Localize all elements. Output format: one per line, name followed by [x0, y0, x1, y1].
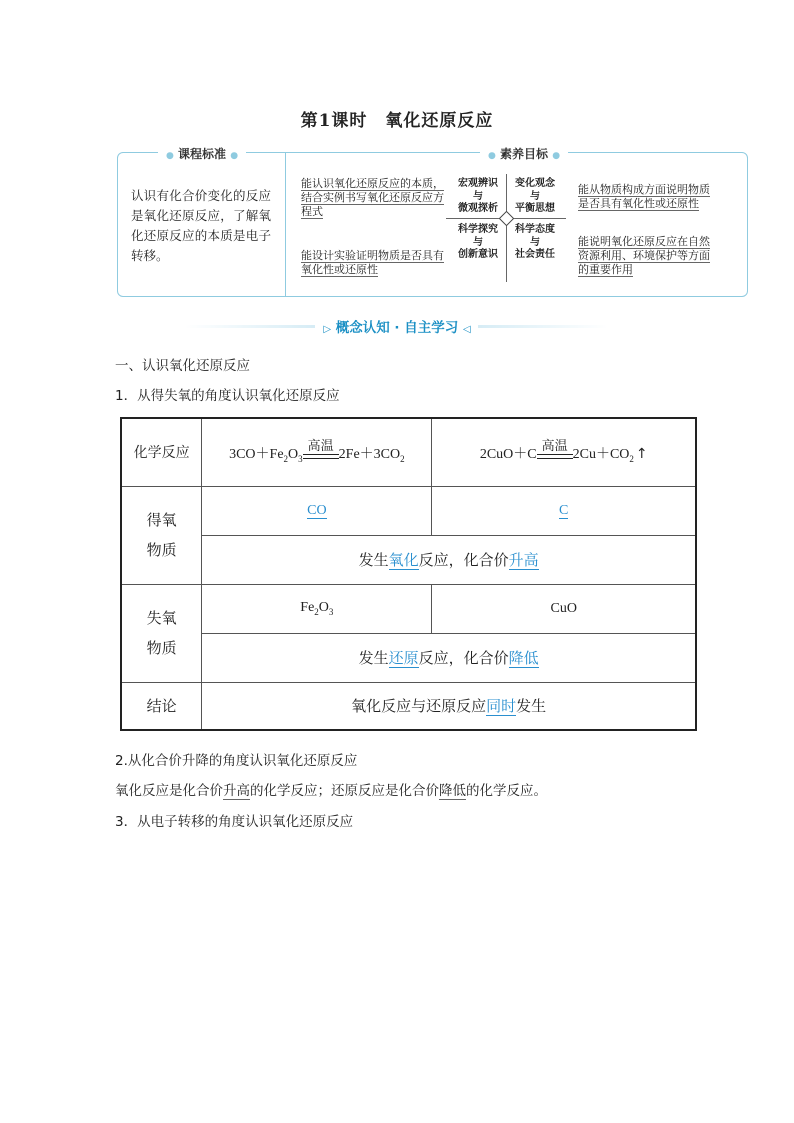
gain-oxygen-note: 发生氧化反应，化合价升高: [202, 535, 696, 584]
header-conclusion: 结论: [121, 682, 202, 730]
standards-divider: [285, 152, 286, 297]
lose-oxygen-b: CuO: [432, 584, 696, 633]
core-vertical-line: [506, 174, 507, 282]
reaction-condition: 高温: [303, 440, 339, 464]
goal-right-bottom: 能说明氧化还原反应在自然资源利用、环境保护等方面的重要作用: [578, 235, 710, 276]
item-2-heading: 2.从化合价升降的角度认识氧化还原反应: [115, 753, 358, 769]
gain-oxygen-b: C: [432, 486, 696, 535]
goals-label: 素养目标: [500, 147, 549, 161]
core-change: 变化观念 与 平衡思想: [515, 178, 555, 214]
core-inquiry: 科学探究 与 创新意识: [458, 224, 498, 260]
standard-text: 认识有化合价变化的反应是氧化还原反应，了解氧化还原反应的本质是电子转移。: [131, 188, 271, 263]
reaction-condition: 高温: [537, 440, 573, 464]
oxygen-table: [120, 417, 697, 731]
lose-oxygen-a: $Fe_2O_3$: [202, 584, 432, 633]
lose-oxygen-note: 发生还原反应，化合价降低: [202, 633, 696, 682]
header-lose-oxygen: 失氧物质: [121, 584, 202, 682]
conclusion-text: 氧化反应与还原反应同时发生: [202, 682, 696, 730]
item-1-heading: 1．从得失氧的角度认识氧化还原反应: [115, 388, 340, 404]
gain-oxygen-a: CO: [202, 486, 432, 535]
dot-icon: ●: [488, 151, 496, 161]
core-attitude: 科学态度 与 社会责任: [515, 224, 555, 260]
item-2-text: 氧化反应是化合价升高的化学反应；还原反应是化合价降低的化学反应。: [115, 783, 547, 799]
goal-right-top: 能从物质构成方面说明物质是否具有氧化性或还原性: [578, 183, 710, 210]
standard-label: 课程标准: [178, 147, 227, 161]
goal-left-bottom: 能设计实验证明物质是否具有氧化性或还原性: [301, 249, 444, 276]
section-heading: 一、认识氧化还原反应: [115, 358, 250, 374]
dot-icon: ●: [166, 151, 174, 161]
core-macro: 宏观辨识 与 微观探析: [458, 178, 498, 214]
item-3-heading: 3．从电子转移的角度认识氧化还原反应: [115, 814, 354, 830]
banner-title: 概念认知 · 自主学习: [335, 320, 459, 336]
gas-arrow-icon: ↑: [635, 446, 648, 463]
dot-icon: ●: [552, 151, 561, 161]
banner-line-right: [478, 325, 608, 328]
banner-line-left: [185, 325, 315, 328]
header-reaction: 化学反应: [121, 418, 202, 486]
standard-tab: [158, 143, 246, 162]
dot-icon: ●: [230, 151, 239, 161]
page-title: 第1课时 氧化还原反应: [300, 111, 494, 131]
header-gain-oxygen: 得氧物质: [121, 486, 202, 584]
reaction-2: 2CuO＋C 高温 $2Cu+CO_2$ ↑: [432, 418, 696, 486]
arrow-right-icon: ▷: [323, 324, 332, 335]
arrow-left-icon: ◁: [462, 324, 471, 335]
goal-left-top: 能认识氧化还原反应的本质，结合实例书写氧化还原反应方程式: [301, 177, 444, 218]
goals-tab: [480, 143, 568, 162]
reaction-1: $3CO+Fe_2O_3$ 高温 $2Fe+3CO_2$: [202, 418, 432, 486]
section-banner: [0, 316, 794, 336]
